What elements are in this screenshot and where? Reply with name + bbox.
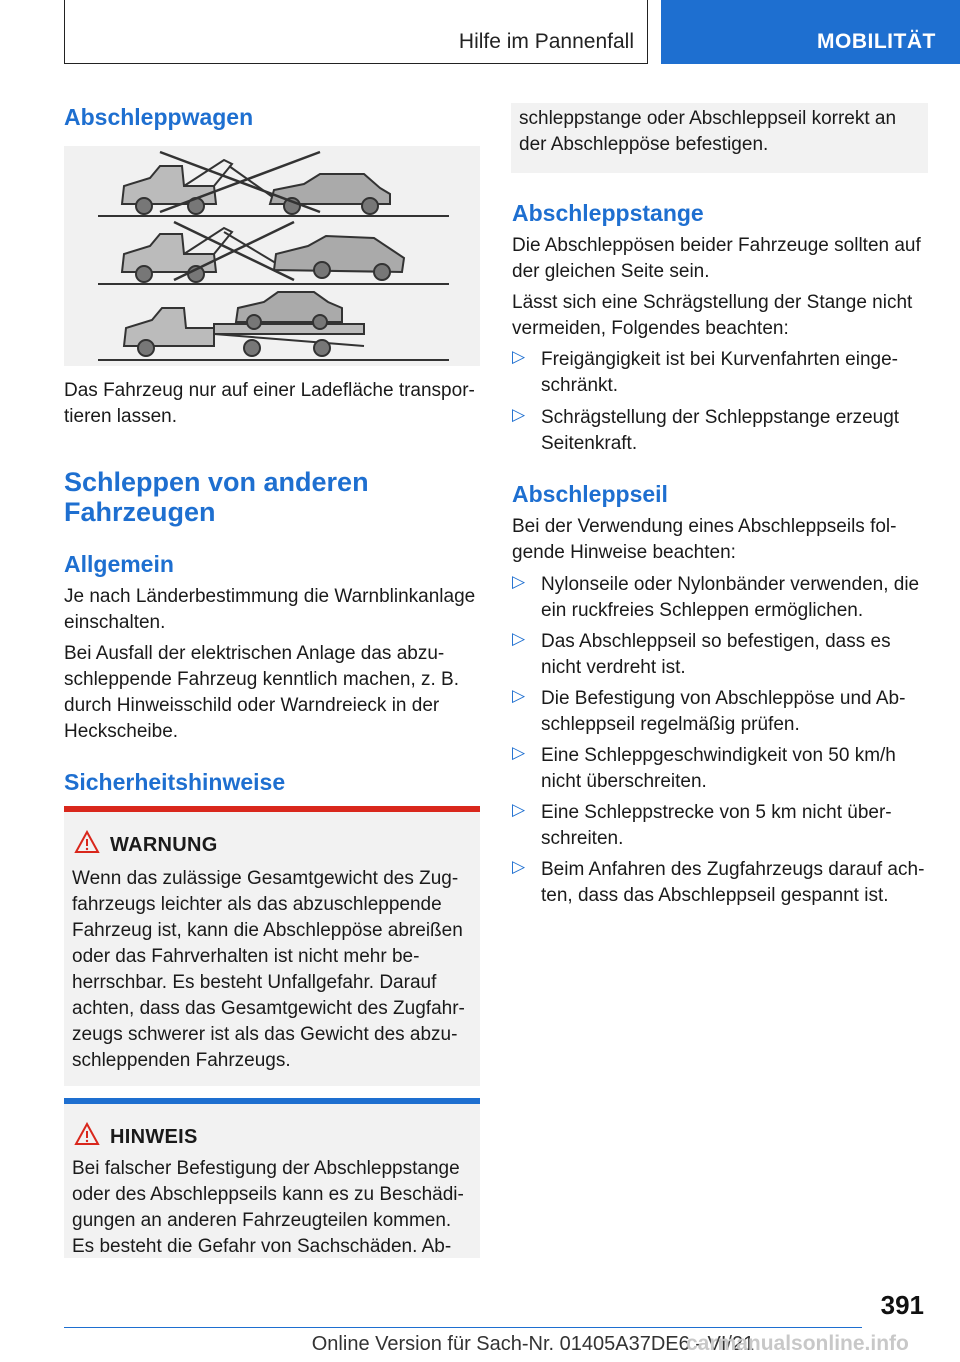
triangle-right-icon: ▷ [512, 629, 526, 648]
list-item-text: Beim Anfahren des Zugfahrzeugs darauf ach-ten, dass das Abschleppseil gespannt ist. [541, 859, 925, 906]
list-item-text: Eine Schleppstrecke von 5 km nicht über-schreiten. [541, 802, 892, 849]
footer-version: Online Version für Sach-Nr. 01405A37DE6 - VI/21 [311, 1333, 755, 1355]
header-section-title: Hilfe im Pannenfall [458, 30, 634, 53]
notice-title: HINWEIS [110, 1126, 198, 1148]
triangle-right-icon: ▷ [512, 743, 526, 762]
heading-schleppen: Schleppen von anderen Fahrzeugen [64, 467, 369, 527]
list-item-text: Das Abschleppseil so befestigen, dass es nicht verdreht ist. [541, 631, 891, 678]
header-chapter-label: MOBILITÄT [817, 30, 936, 53]
paragraph-allgemein-1: Je nach Länderbestimmung die Warnblinkanlage einschalten. [64, 586, 476, 633]
warning-text: Wenn das zulässige Gesamtgewicht des Zug-fahrzeugs leichter als das abzuschleppende Fahrzeug ist, kann die Abschleppöse abreißen oder das Fahrverhalten ist nicht mehr be-herrschbar. Es besteht Unfallgefahr. Darauf achten, dass das Gesamtgewicht des Zugfahr-zeugs schwerer ist als das Gewicht des abzu-schleppenden Fahrzeugs. [72, 868, 465, 1071]
header-chapter-tab [661, 0, 960, 64]
paragraph-seil: Bei der Verwendung eines Abschleppseils fol-gende Hinweise beachten: [512, 516, 897, 563]
warning-triangle-icon [74, 1122, 100, 1146]
triangle-right-icon: ▷ [512, 686, 526, 705]
notice-text: Bei falscher Befestigung der Abschleppstange oder des Abschleppseils kann es zu Beschädi-gungen an anderen Fahrzeugteilen kommen. Es besteht die Gefahr von Sachschäden. Ab- [72, 1158, 464, 1257]
paragraph-stange-2: Lässt sich eine Schrägstellung der Stange nicht vermeiden, Folgendes beachten: [512, 292, 913, 339]
list-item-text: Eine Schleppgeschwindigkeit von 50 km/h nicht überschreiten. [541, 745, 896, 792]
heading-abschleppwagen: Abschleppwagen [64, 104, 254, 130]
triangle-right-icon: ▷ [512, 347, 526, 366]
list-item-text: Die Befestigung von Abschleppöse und Ab-schleppseil regelmäßig prüfen. [541, 688, 906, 735]
notice-continuation-text: schleppstange oder Abschleppseil korrekt an der Abschleppöse befestigen. [519, 108, 897, 155]
triangle-right-icon: ▷ [512, 800, 526, 819]
page-number: 391 [880, 1290, 924, 1320]
notice-continuation-box [511, 103, 928, 173]
page-header [0, 0, 960, 66]
footer-watermark: carmanualsonline.info [686, 1332, 909, 1355]
triangle-right-icon: ▷ [512, 405, 526, 424]
heading-sicherheitshinweise: Sicherheitshinweise [64, 769, 286, 795]
notice-bar [64, 1098, 480, 1104]
heading-abschleppstange: Abschleppstange [512, 200, 704, 226]
tow-truck-illustration [64, 146, 480, 366]
warning-title: WARNUNG [110, 834, 218, 856]
heading-allgemein: Allgemein [64, 551, 174, 577]
footer-rule [64, 1327, 862, 1328]
triangle-right-icon: ▷ [512, 857, 526, 876]
list-item-text: Schrägstellung der Schleppstange erzeugt Seitenkraft. [541, 407, 900, 454]
tow-illustration [64, 146, 480, 366]
warning-box [64, 806, 480, 1086]
list-item-text: Nylonseile oder Nylonbänder verwenden, die ein ruckfreies Schleppen ermöglichen. [541, 574, 920, 621]
paragraph-allgemein-2: Bei Ausfall der elektrischen Anlage das abzu-schleppende Fahrzeug kenntlich machen, z. B. durch Hinweisschild oder Warndreieck in der Heckscheibe. [64, 643, 460, 742]
list-item-text: Freigängigkeit ist bei Kurvenfahrten einge-schränkt. [541, 349, 898, 396]
warning-triangle-icon [74, 830, 100, 854]
heading-abschleppseil: Abschleppseil [512, 481, 668, 507]
warning-bar [64, 806, 480, 812]
paragraph-abschleppwagen: Das Fahrzeug nur auf einer Ladefläche transpor-tieren lassen. [64, 380, 475, 427]
paragraph-stange-1: Die Abschleppösen beider Fahrzeuge sollten auf der gleichen Seite sein. [512, 235, 921, 282]
notice-box [64, 1098, 480, 1258]
triangle-right-icon: ▷ [512, 572, 526, 591]
